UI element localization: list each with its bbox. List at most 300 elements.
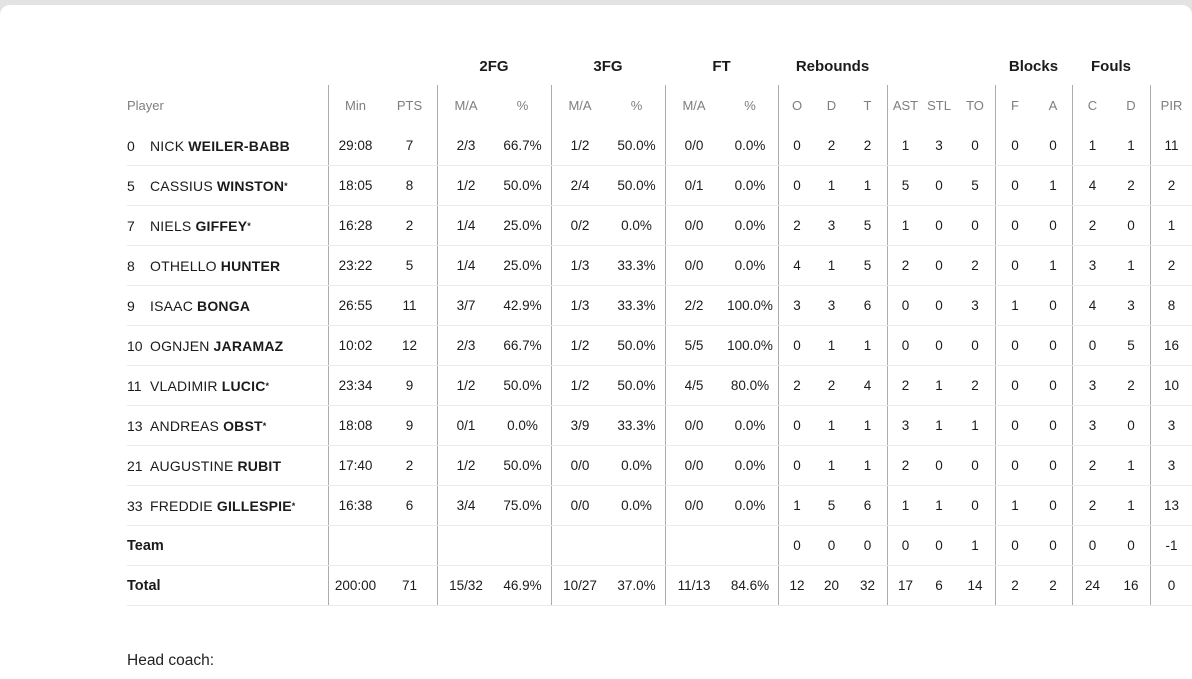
summary-row xyxy=(127,566,1192,606)
stat-cell-reb-d: 1 xyxy=(827,458,836,473)
stat-cell-2fg-pct: 50.0% xyxy=(503,178,542,193)
stat-cell-2fg-ma: 1/2 xyxy=(437,446,494,485)
stat-cell-ast: 0 xyxy=(887,326,923,365)
stat-cell-ast: 1 xyxy=(887,486,923,525)
stat-cell-3fg-ma: 1/2 xyxy=(551,366,608,405)
stat-cell-pir: 2 xyxy=(1150,246,1192,285)
player-number: 10 xyxy=(127,337,143,354)
stat-cell-blk-a: 0 xyxy=(1049,338,1057,353)
stat-cell-3fg-pct: 50.0% xyxy=(617,178,656,193)
stat-cell-ft-pct: 100.0% xyxy=(727,298,773,313)
group-header-fouls: Fouls xyxy=(1091,58,1131,75)
column-header-3fg-pct: % xyxy=(630,98,643,113)
stat-cell-blk-a: 1 xyxy=(1049,178,1057,193)
stat-cell-pts: 2 xyxy=(405,458,414,473)
stat-cell-reb-o: 12 xyxy=(778,566,815,605)
stat-cell-2fg-pct: 66.7% xyxy=(503,138,542,153)
stat-cell-3fg-ma: 1/3 xyxy=(551,286,608,325)
stat-cell-reb-t: 5 xyxy=(863,218,872,233)
stat-cell-blk-f: 0 xyxy=(995,446,1034,485)
stat-cell-blk-a: 0 xyxy=(1049,458,1057,473)
stat-cell-2fg-pct: 25.0% xyxy=(503,258,542,273)
stat-cell-ft-pct: 80.0% xyxy=(730,378,770,393)
stat-cell-reb-t: 32 xyxy=(859,578,876,593)
stat-cell-stl: 0 xyxy=(935,178,943,193)
stat-cell-reb-o: 0 xyxy=(778,406,815,445)
column-header-2fg-ma: M/A xyxy=(437,85,494,126)
stat-cell-blk-a: 0 xyxy=(1049,138,1057,153)
stat-cell-3fg-pct: 0.0% xyxy=(621,218,652,233)
stat-cell-2fg-pct: 42.9% xyxy=(503,298,542,313)
stat-cell-ft-pct: 84.6% xyxy=(730,578,770,593)
head-coach-label: Head coach: xyxy=(127,652,215,669)
player-number: 8 xyxy=(127,257,135,274)
stat-cell-to: 0 xyxy=(971,338,979,353)
stat-cell-min: 16:28 xyxy=(328,206,382,245)
player-number: 5 xyxy=(127,177,135,194)
stat-cell-foul-d: 1 xyxy=(1127,458,1135,473)
stat-cell-2fg-pct: 75.0% xyxy=(503,498,542,513)
stat-cell-reb-o: 0 xyxy=(778,126,815,165)
stat-cell-3fg-ma: 2/4 xyxy=(551,166,608,205)
stat-cell-pir: 1 xyxy=(1150,206,1192,245)
stat-cell-ft-pct: 100.0% xyxy=(727,338,773,353)
starter-mark: * xyxy=(284,180,288,191)
stat-cell-to: 2 xyxy=(971,378,979,393)
stat-cell-2fg-ma: 15/32 xyxy=(437,566,494,605)
starter-mark: * xyxy=(265,380,270,391)
stat-cell-pir: 13 xyxy=(1150,486,1192,525)
stat-cell-3fg-pct: 50.0% xyxy=(617,338,656,353)
stat-cell-foul-c: 24 xyxy=(1072,566,1112,605)
column-header-blk-f: F xyxy=(995,85,1034,126)
stat-cell-blk-a: 0 xyxy=(1049,298,1057,313)
starter-mark: * xyxy=(291,500,296,511)
stat-cell-reb-t: 1 xyxy=(863,418,872,433)
stat-cell-min: 18:08 xyxy=(328,406,382,445)
player-cell xyxy=(127,206,328,245)
column-header-ast: AST xyxy=(887,85,923,126)
stat-cell-to: 1 xyxy=(971,538,979,553)
stat-cell-reb-o: 1 xyxy=(778,486,815,525)
stat-cell-min: 200:00 xyxy=(328,566,382,605)
stat-cell-pir: 2 xyxy=(1150,166,1192,205)
box-score-table xyxy=(0,5,1192,606)
column-header-foul-d: D xyxy=(1126,98,1136,113)
stat-cell-2fg-pct: 50.0% xyxy=(503,458,542,473)
stat-cell-3fg-pct: 37.0% xyxy=(617,578,656,593)
player-cell xyxy=(127,526,328,565)
stat-cell-ast: 3 xyxy=(887,406,923,445)
table-row xyxy=(127,246,1192,286)
stat-cell-foul-d: 3 xyxy=(1127,298,1135,313)
stat-cell-pts: 9 xyxy=(405,378,414,393)
stat-cell-reb-d: 5 xyxy=(827,498,836,513)
stat-cell-2fg-pct: 66.7% xyxy=(503,338,542,353)
stat-cell-foul-c: 4 xyxy=(1072,166,1112,205)
summary-row xyxy=(127,526,1192,566)
stat-cell-pir: 8 xyxy=(1150,286,1192,325)
stat-cell-blk-f: 0 xyxy=(995,406,1034,445)
stat-cell-2fg-ma: 1/2 xyxy=(437,166,494,205)
stat-cell-foul-d: 2 xyxy=(1127,378,1135,393)
stat-cell-3fg-pct xyxy=(608,526,665,565)
stat-cell-reb-d: 1 xyxy=(827,418,836,433)
stat-cell-reb-o: 0 xyxy=(778,526,815,565)
player-cell xyxy=(127,326,328,365)
stat-cell-to: 3 xyxy=(971,298,979,313)
stat-cell-pts: 11 xyxy=(402,298,417,313)
stat-cell-ft-ma: 5/5 xyxy=(665,326,722,365)
stat-cell-2fg-pct xyxy=(494,526,551,565)
column-header-ft-pct: % xyxy=(744,98,756,113)
stat-cell-2fg-pct: 50.0% xyxy=(503,378,542,393)
stat-cell-reb-t: 5 xyxy=(863,258,872,273)
player-number: 0 xyxy=(127,137,135,154)
stat-cell-to: 2 xyxy=(971,258,979,273)
stat-cell-foul-d: 1 xyxy=(1127,498,1135,513)
stat-cell-blk-f: 0 xyxy=(995,126,1034,165)
stat-cell-2fg-ma: 3/4 xyxy=(437,486,494,525)
stat-cell-blk-a: 0 xyxy=(1049,418,1057,433)
stat-cell-foul-c: 3 xyxy=(1072,246,1112,285)
player-last-name: JARAMAZ xyxy=(213,337,284,354)
stat-cell-reb-d: 20 xyxy=(823,578,840,593)
summary-row-label: Total xyxy=(127,577,161,594)
stat-cell-2fg-pct: 25.0% xyxy=(503,218,542,233)
stat-cell-reb-d: 3 xyxy=(827,218,836,233)
player-first-name: AUGUSTINE xyxy=(150,457,234,474)
stat-cell-to: 1 xyxy=(971,418,979,433)
player-last-name: GIFFEY xyxy=(195,217,248,234)
stat-cell-min: 29:08 xyxy=(328,126,382,165)
stat-cell-ft-ma: 0/0 xyxy=(665,486,722,525)
stat-cell-blk-f: 0 xyxy=(995,326,1034,365)
stat-cell-3fg-pct: 0.0% xyxy=(621,498,652,513)
stat-cell-pir: 3 xyxy=(1150,406,1192,445)
summary-row-label: Team xyxy=(127,537,164,554)
player-number: 21 xyxy=(127,457,143,474)
group-header-rebounds: Rebounds xyxy=(795,58,870,75)
stat-cell-stl: 1 xyxy=(935,418,943,433)
stat-cell-pir: 10 xyxy=(1150,366,1192,405)
table-row xyxy=(127,326,1192,366)
stat-cell-blk-f: 0 xyxy=(995,206,1034,245)
player-last-name: BONGA xyxy=(197,297,251,314)
stat-cell-min: 17:40 xyxy=(328,446,382,485)
stat-cell-foul-d: 16 xyxy=(1123,578,1139,593)
stat-cell-min: 23:22 xyxy=(328,246,382,285)
player-number: 9 xyxy=(127,297,135,314)
stat-cell-3fg-pct: 50.0% xyxy=(617,378,656,393)
stat-cell-3fg-ma xyxy=(551,526,608,565)
stat-cell-ft-ma: 0/0 xyxy=(665,246,722,285)
player-first-name: ISAAC xyxy=(150,297,194,314)
stat-cell-min: 23:34 xyxy=(328,366,382,405)
column-header-ft-ma: M/A xyxy=(665,85,722,126)
table-row xyxy=(127,166,1192,206)
box-score-card xyxy=(0,5,1192,679)
player-last-name: GILLESPIE xyxy=(216,497,292,514)
player-cell xyxy=(127,486,328,525)
table-row xyxy=(127,486,1192,526)
stat-cell-reb-o: 4 xyxy=(778,246,815,285)
column-header-3fg-ma: M/A xyxy=(551,85,608,126)
stat-cell-pts: 8 xyxy=(405,178,414,193)
player-cell xyxy=(127,286,328,325)
stat-cell-foul-d: 5 xyxy=(1127,338,1135,353)
stat-cell-to: 0 xyxy=(971,458,979,473)
table-row xyxy=(127,286,1192,326)
stat-cell-min: 10:02 xyxy=(328,326,382,365)
column-header-reb-d: D xyxy=(826,98,837,113)
table-body xyxy=(127,126,1192,606)
stat-cell-ft-pct: 0.0% xyxy=(734,138,766,153)
stat-cell-ft-ma: 0/0 xyxy=(665,446,722,485)
stat-cell-3fg-pct: 33.3% xyxy=(617,418,656,433)
stat-cell-foul-d: 0 xyxy=(1127,418,1135,433)
stat-cell-reb-t: 4 xyxy=(863,378,872,393)
stat-cell-ft-ma: 0/0 xyxy=(665,126,722,165)
stat-cell-ast: 2 xyxy=(887,366,923,405)
stat-cell-reb-d: 1 xyxy=(827,258,836,273)
stat-cell-pts: 71 xyxy=(401,578,418,593)
stat-cell-to: 0 xyxy=(971,498,979,513)
stat-cell-pir: 16 xyxy=(1150,326,1192,365)
stat-cell-reb-d: 2 xyxy=(827,138,836,153)
starter-mark: * xyxy=(262,420,267,431)
stat-cell-blk-a: 0 xyxy=(1049,498,1057,513)
player-cell xyxy=(127,566,328,605)
stat-cell-ft-ma: 4/5 xyxy=(665,366,722,405)
stat-cell-reb-o: 0 xyxy=(778,166,815,205)
player-first-name: ANDREAS xyxy=(150,417,220,434)
stat-cell-min: 16:38 xyxy=(328,486,382,525)
stat-cell-ast: 2 xyxy=(887,246,923,285)
stat-cell-reb-o: 2 xyxy=(778,206,815,245)
stat-cell-foul-d: 1 xyxy=(1127,138,1135,153)
stat-cell-foul-c: 2 xyxy=(1072,206,1112,245)
player-cell xyxy=(127,446,328,485)
stat-cell-ft-ma: 0/1 xyxy=(665,166,722,205)
column-header-to: TO xyxy=(966,98,984,113)
column-header-foul-c: C xyxy=(1072,85,1112,126)
stat-cell-blk-a: 2 xyxy=(1049,578,1057,593)
column-header-reb-t: T xyxy=(863,98,872,113)
table-row xyxy=(127,126,1192,166)
stat-cell-ast: 0 xyxy=(887,286,923,325)
stat-cell-foul-d: 0 xyxy=(1127,218,1135,233)
stat-cell-ast: 2 xyxy=(887,446,923,485)
player-cell xyxy=(127,366,328,405)
stat-cell-ast: 1 xyxy=(887,206,923,245)
stat-cell-stl: 0 xyxy=(935,538,943,553)
stat-cell-blk-a: 0 xyxy=(1049,218,1057,233)
stat-cell-2fg-ma: 2/3 xyxy=(437,126,494,165)
player-last-name: OBST xyxy=(223,417,263,434)
stat-cell-2fg-ma: 2/3 xyxy=(437,326,494,365)
stat-cell-pts: 2 xyxy=(405,218,414,233)
column-header-2fg-pct: % xyxy=(516,98,529,113)
table-row xyxy=(127,206,1192,246)
stat-cell-stl: 3 xyxy=(935,138,943,153)
stat-cell-ast: 0 xyxy=(887,526,923,565)
stat-group-header-row xyxy=(127,48,1192,85)
player-last-name: WINSTON xyxy=(216,177,285,194)
stat-cell-2fg-ma: 1/2 xyxy=(437,366,494,405)
stat-cell-3fg-pct: 33.3% xyxy=(617,298,656,313)
player-cell xyxy=(127,246,328,285)
player-first-name: VLADIMIR xyxy=(150,377,218,394)
stat-cell-blk-a: 0 xyxy=(1049,538,1057,553)
stat-cell-blk-a: 0 xyxy=(1049,378,1057,393)
stat-cell-reb-o: 0 xyxy=(778,326,815,365)
stat-cell-3fg-ma: 1/2 xyxy=(551,126,608,165)
stat-cell-2fg-ma: 1/4 xyxy=(437,246,494,285)
stat-cell-to: 0 xyxy=(971,218,979,233)
stat-cell-ast: 5 xyxy=(887,166,923,205)
table-row xyxy=(127,446,1192,486)
stat-cell-pir: -1 xyxy=(1150,526,1192,565)
stat-cell-stl: 0 xyxy=(935,338,943,353)
stat-cell-reb-d: 1 xyxy=(827,178,836,193)
stat-cell-foul-c: 2 xyxy=(1072,486,1112,525)
stat-cell-3fg-ma: 0/0 xyxy=(551,486,608,525)
player-cell xyxy=(127,126,328,165)
player-number: 13 xyxy=(127,417,143,434)
player-first-name: NICK xyxy=(150,137,185,154)
column-header-row xyxy=(127,85,1192,126)
stat-cell-pir: 0 xyxy=(1150,566,1192,605)
stat-cell-blk-a: 1 xyxy=(1049,258,1057,273)
column-header-pir: PIR xyxy=(1150,85,1192,126)
stat-cell-reb-t: 6 xyxy=(863,498,872,513)
stat-cell-blk-f: 0 xyxy=(995,366,1034,405)
stat-cell-reb-o: 3 xyxy=(778,286,815,325)
stat-cell-reb-t: 1 xyxy=(863,178,872,193)
stat-cell-stl: 0 xyxy=(935,458,943,473)
stat-cell-3fg-ma: 10/27 xyxy=(551,566,608,605)
player-first-name: OGNJEN xyxy=(150,337,210,354)
stat-cell-foul-d: 2 xyxy=(1127,178,1135,193)
stat-cell-3fg-ma: 1/3 xyxy=(551,246,608,285)
column-header-player: Player xyxy=(127,98,164,113)
stat-cell-ft-pct: 0.0% xyxy=(734,458,766,473)
stat-cell-foul-d: 1 xyxy=(1127,258,1135,273)
stat-cell-reb-o: 2 xyxy=(778,366,815,405)
table-row xyxy=(127,406,1192,446)
stat-cell-foul-c: 0 xyxy=(1072,326,1112,365)
stat-cell-stl: 0 xyxy=(935,258,943,273)
stat-cell-min: 18:05 xyxy=(328,166,382,205)
player-number: 33 xyxy=(127,497,143,514)
stat-cell-2fg-pct: 0.0% xyxy=(507,418,538,433)
stat-cell-reb-d: 0 xyxy=(827,538,836,553)
player-first-name: OTHELLO xyxy=(150,257,217,274)
stat-cell-foul-c: 3 xyxy=(1072,406,1112,445)
stat-cell-to: 14 xyxy=(967,578,983,593)
stat-cell-blk-f: 1 xyxy=(995,286,1034,325)
stat-cell-pts: 5 xyxy=(405,258,414,273)
player-first-name: NIELS xyxy=(150,217,192,234)
stat-cell-ast: 1 xyxy=(887,126,923,165)
table-row xyxy=(127,366,1192,406)
stat-cell-reb-t: 2 xyxy=(863,138,872,153)
stat-cell-pts: 6 xyxy=(405,498,414,513)
stat-cell-stl: 6 xyxy=(935,578,943,593)
column-header-stl: STL xyxy=(927,98,951,113)
stat-cell-pts: 9 xyxy=(405,418,414,433)
stat-cell-3fg-ma: 1/2 xyxy=(551,326,608,365)
player-first-name: CASSIUS xyxy=(150,177,213,194)
stat-cell-ft-ma: 2/2 xyxy=(665,286,722,325)
player-last-name: LUCIC xyxy=(221,377,266,394)
stat-cell-2fg-ma: 3/7 xyxy=(437,286,494,325)
stat-cell-stl: 1 xyxy=(935,498,943,513)
stat-cell-ft-pct: 0.0% xyxy=(734,498,766,513)
group-header-3fg: 3FG xyxy=(593,58,623,75)
stat-cell-foul-d: 0 xyxy=(1127,538,1135,553)
stat-cell-2fg-ma xyxy=(437,526,494,565)
starter-mark: * xyxy=(247,220,251,231)
stat-cell-to: 5 xyxy=(971,178,979,193)
stat-cell-ft-ma: 0/0 xyxy=(665,206,722,245)
stat-cell-ft-ma: 11/13 xyxy=(665,566,722,605)
stat-cell-reb-t: 0 xyxy=(863,538,872,553)
stat-cell-reb-t: 1 xyxy=(863,458,872,473)
stat-cell-3fg-pct: 50.0% xyxy=(617,138,656,153)
player-last-name: WEILER-BABB xyxy=(188,137,290,154)
stat-cell-blk-f: 0 xyxy=(995,166,1034,205)
stat-cell-3fg-ma: 0/2 xyxy=(551,206,608,245)
stat-cell-ft-ma: 0/0 xyxy=(665,406,722,445)
stat-cell-ft-pct: 0.0% xyxy=(734,418,766,433)
stat-cell-stl: 1 xyxy=(935,378,943,393)
stat-cell-2fg-ma: 1/4 xyxy=(437,206,494,245)
stat-cell-ft-pct: 0.0% xyxy=(734,258,766,273)
stat-cell-3fg-pct: 33.3% xyxy=(617,258,656,273)
column-header-min: Min xyxy=(328,85,382,126)
column-header-reb-o: O xyxy=(778,85,815,126)
player-number: 11 xyxy=(127,377,142,394)
stat-cell-foul-c: 0 xyxy=(1072,526,1112,565)
stat-cell-reb-o: 0 xyxy=(778,446,815,485)
stat-cell-blk-f: 2 xyxy=(995,566,1034,605)
player-cell xyxy=(127,166,328,205)
stat-cell-min xyxy=(328,526,382,565)
stat-cell-min: 26:55 xyxy=(328,286,382,325)
stat-cell-blk-f: 0 xyxy=(995,526,1034,565)
stat-cell-3fg-ma: 3/9 xyxy=(551,406,608,445)
stat-cell-foul-c: 3 xyxy=(1072,366,1112,405)
stat-cell-blk-f: 1 xyxy=(995,486,1034,525)
group-header-2fg: 2FG xyxy=(479,58,509,75)
group-header-ft: FT xyxy=(712,58,731,75)
stat-cell-reb-d: 1 xyxy=(827,338,836,353)
stat-cell-ft-pct: 0.0% xyxy=(734,178,766,193)
stat-cell-to: 0 xyxy=(971,138,979,153)
stat-cell-ast: 17 xyxy=(887,566,923,605)
stat-cell-reb-d: 3 xyxy=(827,298,836,313)
player-last-name: RUBIT xyxy=(237,457,282,474)
player-last-name: HUNTER xyxy=(220,257,281,274)
stat-cell-3fg-ma: 0/0 xyxy=(551,446,608,485)
player-cell xyxy=(127,406,328,445)
stat-cell-reb-d: 2 xyxy=(827,378,836,393)
stat-cell-stl: 0 xyxy=(935,218,943,233)
stat-cell-pir: 3 xyxy=(1150,446,1192,485)
column-header-pts: PTS xyxy=(396,98,423,113)
